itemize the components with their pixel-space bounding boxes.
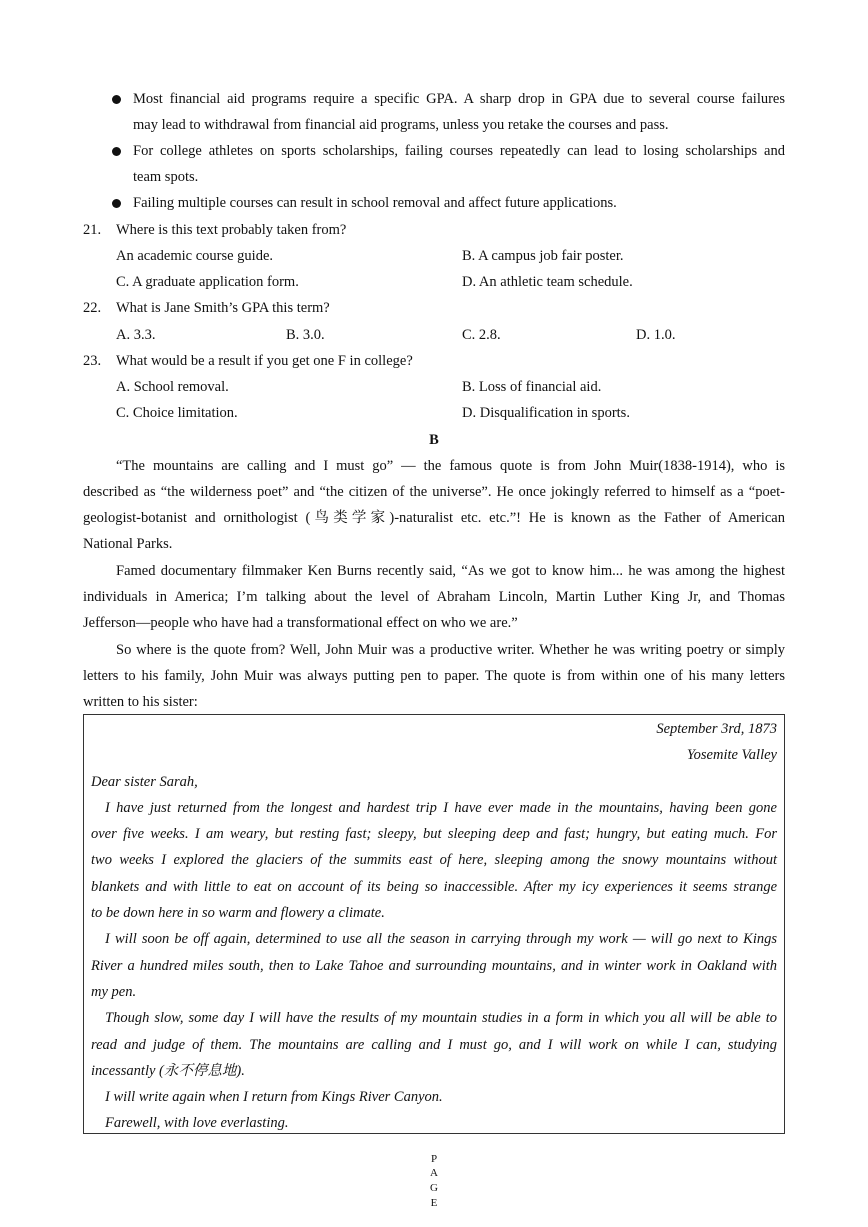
letter-closing: Farewell, with love everlasting. — [105, 1115, 289, 1131]
question-23-stem: What would be a result if you get one F in college? — [116, 353, 413, 369]
question-22-option-d: D. 1.0. — [636, 327, 676, 343]
question-22-option-a: A. 3.3. — [116, 327, 156, 343]
question-21-number: 21. — [83, 222, 102, 238]
question-22-option-c: C. 2.8. — [462, 327, 501, 343]
question-21-stem: Where is this text probably taken from? — [116, 222, 347, 238]
passage-paragraph-3-line-1: So where is the quote from? Well, John Muir was a productive writer. Whether he was writing poetry or simply — [116, 642, 785, 658]
letter-paragraph-1-line-4: blankets and with little to eat on account of its being so inaccessible. After my icy experiences it seems strange — [91, 879, 777, 895]
question-23-option-a: A. School removal. — [116, 379, 229, 395]
question-21-option-d: D. An athletic team schedule. — [462, 274, 633, 290]
passage-paragraph-2-line-3: Jefferson—people who have had a transformational effect on who we are.” — [83, 615, 518, 631]
question-21-option-c: C. A graduate application form. — [116, 274, 299, 290]
letter-paragraph-2-line-3: my pen. — [91, 984, 137, 1000]
bullet-2-line-1: For college athletes on sports scholarships, failing courses repeatedly can lead to losing scholarships and — [133, 143, 785, 159]
passage-paragraph-1-line-2: described as “the wilderness poet” and “the citizen of the universe”. He once jokingly referred to himself as a “poet- — [83, 484, 785, 500]
letter-paragraph-1-line-3: two weeks I explored the glaciers of the summits east of here, sleeping among the snowy mountains without — [91, 852, 777, 868]
footer-page-letter: P — [430, 1153, 438, 1165]
footer-page-letter: G — [430, 1182, 438, 1194]
passage-paragraph-1-line-1: “The mountains are calling and I must go” — the famous quote is from John Muir(1838-1914), who is — [116, 458, 785, 474]
question-23-number: 23. — [83, 353, 102, 369]
passage-paragraph-1-line-4: National Parks. — [83, 536, 173, 552]
letter-place: Yosemite Valley — [686, 747, 777, 763]
passage-paragraph-2-line-2: individuals in America; I’m talking about the level of Abraham Lincoln, Martin Luther King Jr, and Thomas — [83, 589, 785, 605]
bullet-2-line-2: team spots. — [133, 169, 199, 185]
question-23-option-b: B. Loss of financial aid. — [462, 379, 602, 395]
footer-page-letter: A — [430, 1167, 438, 1179]
bullet-3-line-1: Failing multiple courses can result in school removal and affect future applications. — [133, 195, 617, 211]
question-21-option-b: B. A campus job fair poster. — [462, 248, 624, 264]
bullet-1-line-1: Most financial aid programs require a specific GPA. A sharp drop in GPA due to several course failures — [133, 91, 785, 107]
letter-paragraph-2-line-2: River a hundred miles south, then to Lake Tahoe and surrounding mountains, and in winter work in Oakland with — [91, 958, 777, 974]
letter-paragraph-1-line-1: I have just returned from the longest and hardest trip I have ever made in the mountains, having been gone — [105, 800, 777, 816]
bullet-icon — [112, 147, 121, 156]
passage-paragraph-3-line-3: written to his sister: — [83, 694, 198, 710]
question-21-option-a: An academic course guide. — [116, 248, 274, 264]
letter-paragraph-4-line-1: I will write again when I return from Kings River Canyon. — [105, 1089, 443, 1105]
letter-paragraph-3-line-2: read and judge of them. The mountains are calling and I must go, and I will work on while I can, studying — [91, 1037, 777, 1053]
question-22-number: 22. — [83, 300, 102, 316]
letter-paragraph-1-line-2: over five weeks. I am weary, but resting fast; sleepy, but sleeping deep and fast; hungry, but eating much. For — [91, 826, 777, 842]
footer-page-letter: E — [430, 1197, 438, 1209]
section-heading: B — [429, 432, 439, 448]
question-23-option-c: C. Choice limitation. — [116, 405, 238, 421]
letter-date: September 3rd, 1873 — [656, 721, 777, 737]
letter-paragraph-1-line-5: to be down here in so warm and flowery a climate. — [91, 905, 385, 921]
bullet-icon — [112, 95, 121, 104]
letter-paragraph-2-line-1: I will soon be off again, determined to use all the season in carrying through my work — will go next to Kings — [105, 931, 777, 947]
passage-paragraph-1-line-3: geologist-botanist and ornithologist (鸟类学家)-naturalist etc. etc.”! He is known as the Father of American — [83, 510, 785, 526]
letter-paragraph-3-line-3: incessantly (永不停息地). — [91, 1063, 245, 1079]
letter-salutation: Dear sister Sarah, — [91, 774, 198, 790]
passage-paragraph-3-line-2: letters to his family, John Muir was always putting pen to paper. The quote is from within one of his many letters — [83, 668, 785, 684]
bullet-1-line-2: may lead to withdrawal from financial aid programs, unless you retake the courses and pass. — [133, 117, 669, 133]
letter-paragraph-3-line-1: Though slow, some day I will have the results of my mountain studies in a form in which you all will be able to — [105, 1010, 777, 1026]
bullet-icon — [112, 199, 121, 208]
passage-paragraph-2-line-1: Famed documentary filmmaker Ken Burns recently said, “As we got to know him... he was among the highest — [116, 563, 785, 579]
question-22-option-b: B. 3.0. — [286, 327, 325, 343]
question-22-stem: What is Jane Smith’s GPA this term? — [116, 300, 330, 316]
question-23-option-d: D. Disqualification in sports. — [462, 405, 630, 421]
